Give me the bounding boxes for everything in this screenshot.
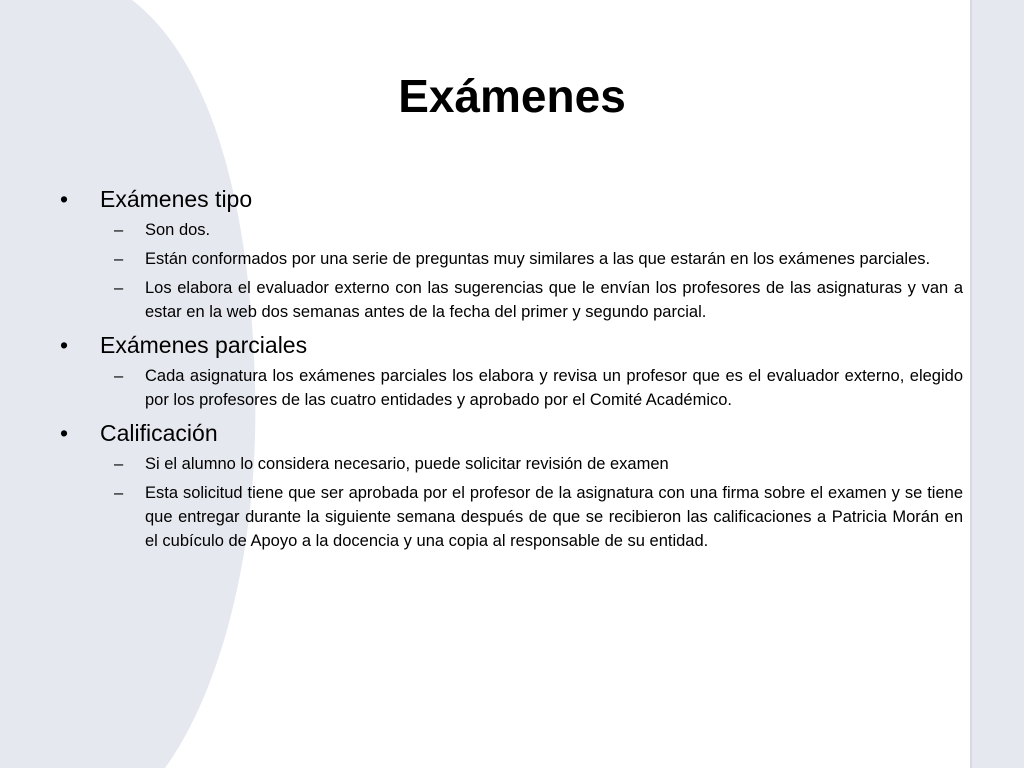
sub-bullet (58, 218, 963, 242)
sublist-examenes-tipo (58, 218, 963, 324)
bullet-calificacion (58, 418, 963, 448)
slide-title: Exámenes (398, 70, 626, 122)
bullet-examenes-parciales (58, 330, 963, 360)
sub-bullet-text: Son dos. (145, 221, 211, 239)
bullet-heading: Calificación (100, 420, 218, 446)
slide-content (58, 184, 963, 559)
bullet-marker: • (60, 186, 69, 212)
dash-marker: – (114, 367, 124, 385)
sub-bullet (58, 452, 963, 476)
sub-bullet-text: Los elabora el evaluador externo con las sugerencias que le envían los profesores de las asignaturas y van a estar en la web dos semanas antes de la fecha del primer y segundo parcial. (145, 279, 963, 321)
bullet-heading: Exámenes parciales (100, 332, 308, 358)
sub-bullet (58, 276, 963, 324)
sub-bullet (58, 481, 963, 553)
sublist-calificacion (58, 452, 963, 553)
dash-marker: – (114, 279, 124, 297)
bullet-heading: Exámenes tipo (100, 186, 253, 212)
bullet-marker: • (60, 332, 69, 358)
dash-marker: – (114, 221, 124, 239)
dash-marker: – (114, 455, 124, 473)
dash-marker: – (114, 484, 124, 502)
sub-bullet-text: Cada asignatura los exámenes parciales los elabora y revisa un profesor que es el evaluador externo, elegido por los profesores de las cuatro entidades y aprobado por el Comité Académico. (145, 367, 963, 409)
sub-bullet-text: Esta solicitud tiene que ser aprobada por el profesor de la asignatura con una firma sobre el examen y se tiene que entregar durante la siguiente semana después de que se recibieron las calificaciones a Patricia Morán en el cubículo de Apoyo a la docencia y una copia al responsable de su entidad. (145, 484, 963, 550)
dash-marker: – (114, 250, 124, 268)
sub-bullet (58, 247, 963, 271)
sub-bullet-text: Si el alumno lo considera necesario, puede solicitar revisión de examen (145, 455, 669, 473)
sub-bullet (58, 364, 963, 412)
sub-bullet-text: Están conformados por una serie de preguntas muy similares a las que estarán en los exámenes parciales. (145, 250, 931, 268)
bullet-marker: • (60, 420, 69, 446)
bullet-examenes-tipo (58, 184, 963, 214)
sublist-examenes-parciales (58, 364, 963, 412)
